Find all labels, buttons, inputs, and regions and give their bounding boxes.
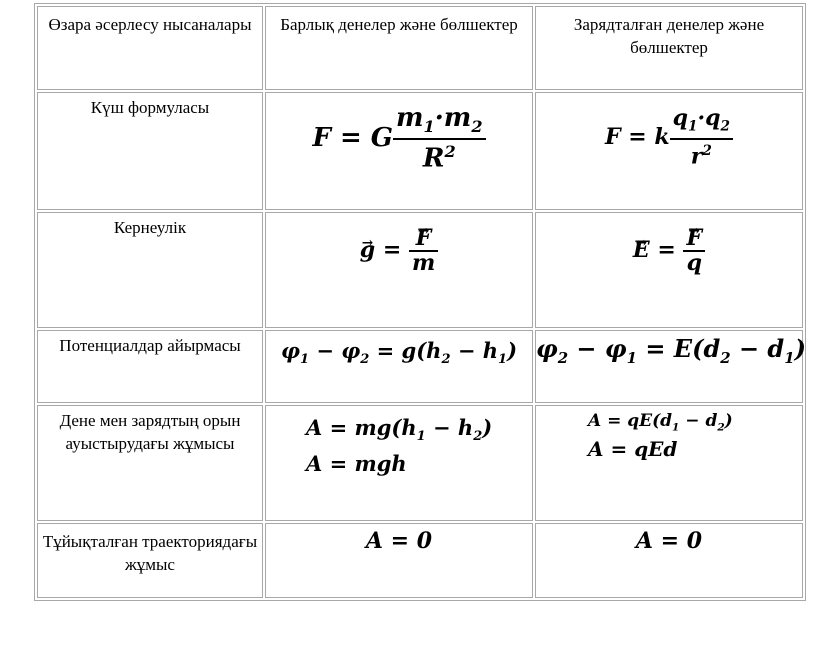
formula-text: A = qEd: [588, 437, 678, 461]
formula-text: A = mgh: [306, 451, 407, 476]
formula-gravitational-work: $A = mg(h_1 - h_2)$ A = mgh: [265, 405, 533, 521]
header-cell-all-bodies: Барлық денелер және бөлшектер: [265, 6, 533, 90]
row-label-closed-path-work: Тұйықталған траекториядағы жұмыс: [37, 523, 263, 598]
row-label-potential-difference: Потенциалдар айырмасы: [37, 330, 263, 403]
formula-electric-field: → E = → $\frac{F}{q}$: [535, 212, 803, 328]
formula-coulomb-force: F = k $\frac{q_1\cdot q_2}{r^2}$: [535, 92, 803, 210]
formula-text: A = 0: [365, 528, 433, 554]
formula-electric-closed-work: [535, 523, 803, 598]
formula-gravitational-field: → g = → $\frac{F}{m}$: [265, 212, 533, 328]
formula-gravitational-force: F = G $\frac{m_1\cdot m_2}{R^2}$: [265, 92, 533, 210]
formula-text: A = 0: [635, 528, 703, 554]
header-cell-objects: Өзара әсерлесу нысаналары: [37, 6, 263, 90]
row-label-field-strength: Кернеулік: [37, 212, 263, 328]
formula-gravitational-potential-difference: $\varphi_1 - \varphi_2 = g(h_2 - h_1)$: [265, 330, 533, 403]
formula-electric-work: $A = qE(d_1 - d_2)$ A = qEd: [535, 405, 803, 521]
header-cell-charged-bodies: Зарядталған денелер және бөлшектер: [535, 6, 803, 90]
comparison-table: [34, 3, 806, 601]
row-label-work-displacement: Дене мен зарядтың орын ауыстырудағы жұмысы: [37, 405, 263, 521]
formula-gravitational-closed-work: [265, 523, 533, 598]
row-label-force-formula: Күш формуласы: [37, 92, 263, 210]
formula-electric-potential-difference: $\varphi_2 - \varphi_1 = E(d_2 - d_1)$: [535, 330, 803, 403]
